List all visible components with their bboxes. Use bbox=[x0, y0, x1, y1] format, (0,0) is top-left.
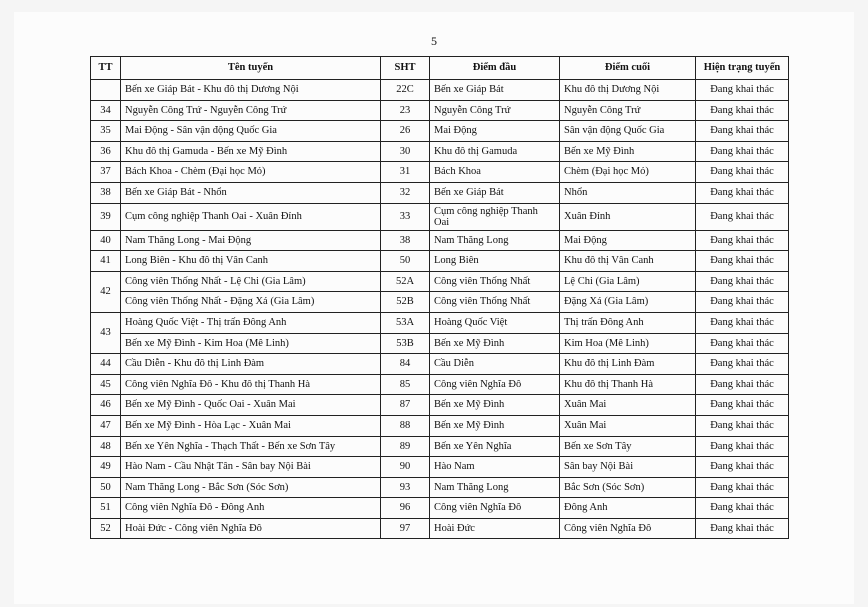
cell-status: Đang khai thác bbox=[696, 100, 789, 121]
cell-sht: 31 bbox=[381, 162, 430, 183]
cell-start: Nam Thăng Long bbox=[430, 477, 560, 498]
cell-tt: 38 bbox=[91, 182, 121, 203]
cell-route: Nguyễn Công Trứ - Nguyễn Công Trứ bbox=[121, 100, 381, 121]
cell-tt: 39 bbox=[91, 203, 121, 230]
cell-tt: 44 bbox=[91, 354, 121, 375]
table-row bbox=[91, 230, 789, 251]
table-row bbox=[91, 518, 789, 539]
cell-end: Xuân Đỉnh bbox=[560, 203, 696, 230]
cell-start: Cụm công nghiệp Thanh Oai bbox=[430, 203, 560, 230]
cell-status: Đang khai thác bbox=[696, 518, 789, 539]
table-row bbox=[91, 100, 789, 121]
cell-start: Bến xe Yên Nghĩa bbox=[430, 436, 560, 457]
cell-sht: 23 bbox=[381, 100, 430, 121]
cell-tt: 40 bbox=[91, 230, 121, 251]
cell-status: Đang khai thác bbox=[696, 477, 789, 498]
cell-status: Đang khai thác bbox=[696, 374, 789, 395]
cell-status: Đang khai thác bbox=[696, 230, 789, 251]
cell-tt: 35 bbox=[91, 121, 121, 142]
cell-status: Đang khai thác bbox=[696, 292, 789, 313]
cell-status: Đang khai thác bbox=[696, 80, 789, 101]
cell-end: Mai Động bbox=[560, 230, 696, 251]
cell-end: Bến xe Sơn Tây bbox=[560, 436, 696, 457]
cell-sht: 97 bbox=[381, 518, 430, 539]
cell-route: Bến xe Giáp Bát - Nhổn bbox=[121, 182, 381, 203]
cell-tt: 50 bbox=[91, 477, 121, 498]
cell-route: Hoài Đức - Công viên Nghĩa Đô bbox=[121, 518, 381, 539]
cell-sht: 85 bbox=[381, 374, 430, 395]
table-row bbox=[91, 395, 789, 416]
cell-start: Công viên Nghĩa Đô bbox=[430, 374, 560, 395]
cell-end: Chèm (Đại học Mỏ) bbox=[560, 162, 696, 183]
cell-start: Bến xe Giáp Bát bbox=[430, 80, 560, 101]
cell-status: Đang khai thác bbox=[696, 312, 789, 333]
table-header-row bbox=[91, 57, 789, 80]
table-row bbox=[91, 182, 789, 203]
cell-route: Công viên Nghĩa Đô - Đông Anh bbox=[121, 498, 381, 519]
cell-start: Long Biên bbox=[430, 251, 560, 272]
cell-status: Đang khai thác bbox=[696, 415, 789, 436]
table-row bbox=[91, 312, 789, 333]
table-row bbox=[91, 457, 789, 478]
cell-end: Kim Hoa (Mê Linh) bbox=[560, 333, 696, 354]
cell-route: Công viên Thống Nhất - Lệ Chi (Gia Lâm) bbox=[121, 271, 381, 292]
cell-status: Đang khai thác bbox=[696, 251, 789, 272]
cell-end: Khu đô thị Vân Canh bbox=[560, 251, 696, 272]
cell-route: Bến xe Mỹ Đình - Quốc Oai - Xuân Mai bbox=[121, 395, 381, 416]
cell-start: Hào Nam bbox=[430, 457, 560, 478]
cell-status: Đang khai thác bbox=[696, 271, 789, 292]
cell-status: Đang khai thác bbox=[696, 395, 789, 416]
table-row bbox=[91, 436, 789, 457]
cell-tt: 47 bbox=[91, 415, 121, 436]
cell-tt: 37 bbox=[91, 162, 121, 183]
cell-tt: 52 bbox=[91, 518, 121, 539]
cell-start: Công viên Thống Nhất bbox=[430, 271, 560, 292]
cell-sht: 22C bbox=[381, 80, 430, 101]
header-route-name: Tên tuyến bbox=[121, 57, 381, 80]
header-start-point: Điểm đầu bbox=[430, 57, 560, 80]
cell-status: Đang khai thác bbox=[696, 121, 789, 142]
cell-tt: 46 bbox=[91, 395, 121, 416]
cell-status: Đang khai thác bbox=[696, 182, 789, 203]
cell-route: Mai Động - Sân vận động Quốc Gia bbox=[121, 121, 381, 142]
cell-tt: 45 bbox=[91, 374, 121, 395]
table-row bbox=[91, 251, 789, 272]
cell-tt: 36 bbox=[91, 141, 121, 162]
cell-sht: 53A bbox=[381, 312, 430, 333]
cell-tt: 42 bbox=[91, 271, 121, 312]
cell-route: Bách Khoa - Chèm (Đại học Mỏ) bbox=[121, 162, 381, 183]
cell-end: Sân bay Nội Bài bbox=[560, 457, 696, 478]
cell-route: Nam Thăng Long - Bắc Sơn (Sóc Sơn) bbox=[121, 477, 381, 498]
cell-sht: 88 bbox=[381, 415, 430, 436]
cell-sht: 89 bbox=[381, 436, 430, 457]
cell-status: Đang khai thác bbox=[696, 333, 789, 354]
cell-tt: 43 bbox=[91, 312, 121, 353]
cell-status: Đang khai thác bbox=[696, 162, 789, 183]
cell-sht: 38 bbox=[381, 230, 430, 251]
cell-end: Nhổn bbox=[560, 182, 696, 203]
cell-sht: 33 bbox=[381, 203, 430, 230]
table-row bbox=[91, 333, 789, 354]
table-row bbox=[91, 477, 789, 498]
cell-end: Bến xe Mỹ Đình bbox=[560, 141, 696, 162]
cell-route: Hoàng Quốc Việt - Thị trấn Đông Anh bbox=[121, 312, 381, 333]
cell-start: Nam Thăng Long bbox=[430, 230, 560, 251]
cell-route: Bến xe Mỹ Đình - Hòa Lạc - Xuân Mai bbox=[121, 415, 381, 436]
cell-end: Thị trấn Đông Anh bbox=[560, 312, 696, 333]
cell-sht: 53B bbox=[381, 333, 430, 354]
cell-route: Công viên Thống Nhất - Đặng Xá (Gia Lâm) bbox=[121, 292, 381, 313]
cell-status: Đang khai thác bbox=[696, 498, 789, 519]
table-row bbox=[91, 271, 789, 292]
cell-tt: 41 bbox=[91, 251, 121, 272]
cell-end: Khu đô thị Dương Nội bbox=[560, 80, 696, 101]
cell-sht: 93 bbox=[381, 477, 430, 498]
table-row bbox=[91, 162, 789, 183]
header-route-number: SHT bbox=[381, 57, 430, 80]
cell-start: Bách Khoa bbox=[430, 162, 560, 183]
header-status: Hiện trạng tuyến bbox=[696, 57, 789, 80]
cell-status: Đang khai thác bbox=[696, 141, 789, 162]
page-number: 5 bbox=[431, 34, 437, 48]
cell-route: Cụm công nghiệp Thanh Oai - Xuân Đỉnh bbox=[121, 203, 381, 230]
cell-start: Mai Động bbox=[430, 121, 560, 142]
cell-sht: 52A bbox=[381, 271, 430, 292]
cell-route: Hào Nam - Cầu Nhật Tân - Sân bay Nội Bài bbox=[121, 457, 381, 478]
table-row bbox=[91, 374, 789, 395]
table-row bbox=[91, 121, 789, 142]
cell-route: Nam Thăng Long - Mai Động bbox=[121, 230, 381, 251]
cell-tt: 48 bbox=[91, 436, 121, 457]
cell-start: Bến xe Mỹ Đình bbox=[430, 415, 560, 436]
cell-tt: 34 bbox=[91, 100, 121, 121]
cell-start: Bến xe Mỹ Đình bbox=[430, 395, 560, 416]
table-row bbox=[91, 498, 789, 519]
cell-start: Công viên Thống Nhất bbox=[430, 292, 560, 313]
table-row bbox=[91, 354, 789, 375]
cell-route: Cầu Diễn - Khu đô thị Linh Đàm bbox=[121, 354, 381, 375]
table-row bbox=[91, 415, 789, 436]
cell-end: Bắc Sơn (Sóc Sơn) bbox=[560, 477, 696, 498]
table-row bbox=[91, 203, 789, 230]
cell-tt: 49 bbox=[91, 457, 121, 478]
cell-route: Công viên Nghĩa Đô - Khu đô thị Thanh Hà bbox=[121, 374, 381, 395]
cell-start: Hoàng Quốc Việt bbox=[430, 312, 560, 333]
cell-route: Bến xe Yên Nghĩa - Thạch Thất - Bến xe Sơn Tây bbox=[121, 436, 381, 457]
cell-end: Xuân Mai bbox=[560, 415, 696, 436]
cell-start: Khu đô thị Gamuda bbox=[430, 141, 560, 162]
cell-sht: 30 bbox=[381, 141, 430, 162]
document-page bbox=[14, 12, 854, 604]
cell-route: Khu đô thị Gamuda - Bến xe Mỹ Đình bbox=[121, 141, 381, 162]
cell-sht: 52B bbox=[381, 292, 430, 313]
cell-sht: 96 bbox=[381, 498, 430, 519]
cell-status: Đang khai thác bbox=[696, 354, 789, 375]
cell-start: Nguyễn Công Trứ bbox=[430, 100, 560, 121]
cell-start: Công viên Nghĩa Đô bbox=[430, 498, 560, 519]
cell-end: Đặng Xá (Gia Lâm) bbox=[560, 292, 696, 313]
cell-end: Đông Anh bbox=[560, 498, 696, 519]
cell-sht: 90 bbox=[381, 457, 430, 478]
table-row bbox=[91, 141, 789, 162]
cell-end: Khu đô thị Thanh Hà bbox=[560, 374, 696, 395]
cell-status: Đang khai thác bbox=[696, 436, 789, 457]
cell-start: Hoài Đức bbox=[430, 518, 560, 539]
header-tt: TT bbox=[91, 57, 121, 80]
header-end-point: Điểm cuối bbox=[560, 57, 696, 80]
cell-status: Đang khai thác bbox=[696, 203, 789, 230]
cell-sht: 87 bbox=[381, 395, 430, 416]
cell-route: Bến xe Mỹ Đình - Kim Hoa (Mê Linh) bbox=[121, 333, 381, 354]
cell-status: Đang khai thác bbox=[696, 457, 789, 478]
cell-start: Cầu Diễn bbox=[430, 354, 560, 375]
cell-sht: 84 bbox=[381, 354, 430, 375]
cell-end: Công viên Nghĩa Đô bbox=[560, 518, 696, 539]
cell-end: Khu đô thị Linh Đàm bbox=[560, 354, 696, 375]
cell-end: Sân vận động Quốc Gia bbox=[560, 121, 696, 142]
cell-start: Bến xe Mỹ Đình bbox=[430, 333, 560, 354]
cell-end: Nguyễn Công Trứ bbox=[560, 100, 696, 121]
cell-sht: 32 bbox=[381, 182, 430, 203]
cell-route: Long Biên - Khu đô thị Vân Canh bbox=[121, 251, 381, 272]
cell-end: Xuân Mai bbox=[560, 395, 696, 416]
table-row bbox=[91, 292, 789, 313]
cell-end: Lệ Chi (Gia Lâm) bbox=[560, 271, 696, 292]
cell-sht: 50 bbox=[381, 251, 430, 272]
cell-start: Bến xe Giáp Bát bbox=[430, 182, 560, 203]
table-row bbox=[91, 80, 789, 101]
cell-tt: 51 bbox=[91, 498, 121, 519]
cell-tt bbox=[91, 80, 121, 101]
cell-route: Bến xe Giáp Bát - Khu đô thị Dương Nội bbox=[121, 80, 381, 101]
cell-sht: 26 bbox=[381, 121, 430, 142]
bus-routes-table bbox=[90, 56, 789, 539]
